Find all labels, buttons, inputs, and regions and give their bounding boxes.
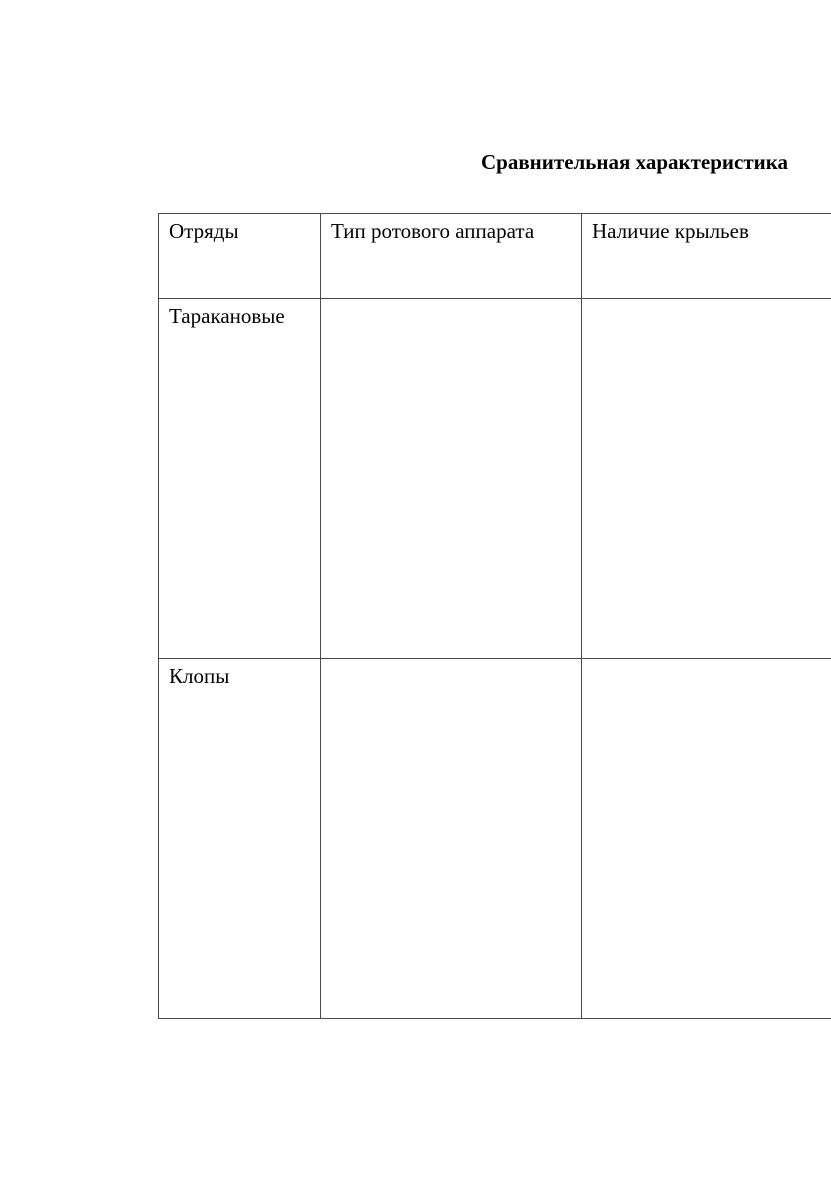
header-cell-orders: Отряды: [159, 214, 321, 299]
row-cell-order: Таракановые: [159, 299, 321, 659]
table-row: [159, 659, 831, 1019]
row-cell-wings: [582, 659, 831, 1019]
comparison-table-container: [158, 213, 831, 1018]
row-cell-wings: [582, 299, 831, 659]
header-cell-wings-presence: Наличие крыльев: [582, 214, 831, 299]
row-cell-mouthparts: [321, 659, 582, 1019]
header-cell-mouthparts-type: Тип ротового аппарата: [321, 214, 582, 299]
table-row: [159, 299, 831, 659]
table-header-row: [159, 214, 831, 299]
row-cell-order: Клопы: [159, 659, 321, 1019]
comparison-table: [158, 213, 831, 1019]
page-title: Сравнительная характеристика: [481, 150, 789, 174]
row-cell-mouthparts: [321, 299, 582, 659]
